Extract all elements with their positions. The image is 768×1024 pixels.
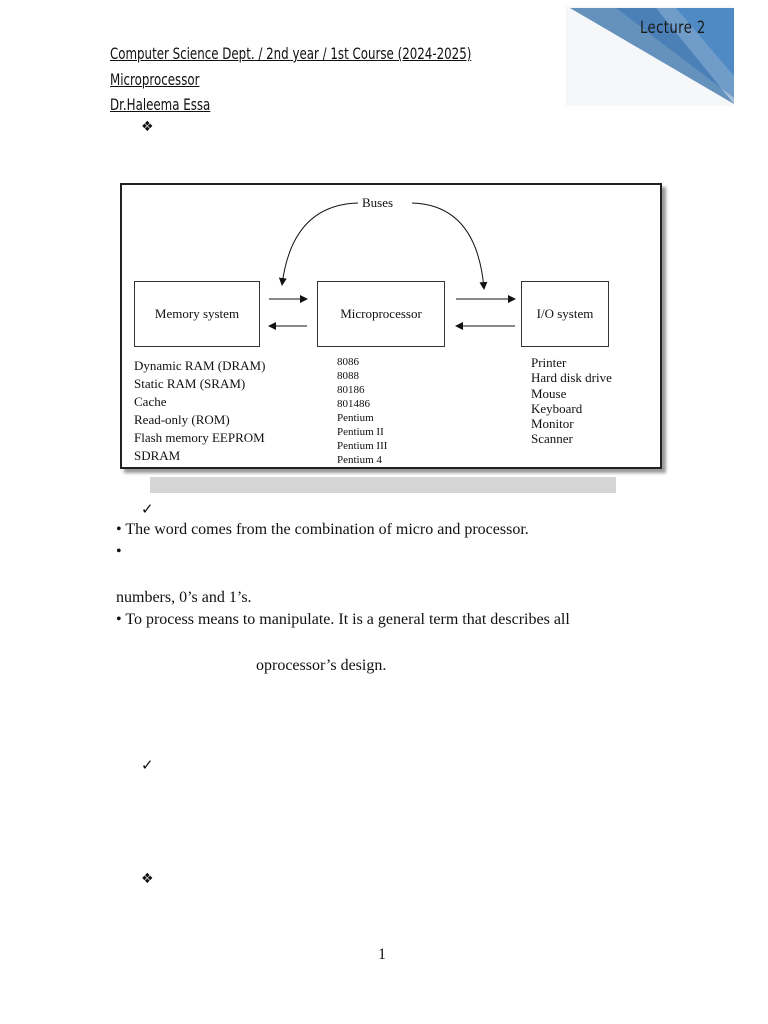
cpu-item: 801486	[337, 398, 370, 410]
cpu-item: 8086	[337, 356, 359, 368]
microcomputer-block-diagram	[120, 183, 662, 469]
author-name: Dr.Haleema Essa	[110, 95, 211, 114]
cpu-list	[337, 355, 387, 467]
io-list	[531, 355, 612, 447]
memory-item: SDRAM	[134, 448, 181, 463]
check-bullet-icon: ✓	[141, 500, 154, 518]
io-item: Mouse	[531, 385, 567, 401]
memory-item: Static RAM (SRAM)	[134, 376, 246, 391]
check-bullet-icon: ✓	[141, 756, 154, 774]
memory-system-box: Memory system	[134, 281, 260, 347]
body-line: oprocessor’s design.	[256, 657, 387, 674]
cpu-item: 80186	[337, 384, 365, 396]
course-header: Computer Science Dept. / 2nd year / 1st Course (2024-2025)	[110, 44, 472, 63]
io-system-box: I/O system	[521, 281, 609, 347]
microprocessor-box: Microprocessor	[317, 281, 445, 347]
diamond-bullet-icon: ❖	[141, 871, 154, 887]
memory-item: Cache	[134, 394, 167, 409]
body-line: • The word comes from the combination of micro and processor.	[116, 521, 529, 538]
body-line: • To process means to manipulate. It is a general term that describes all	[116, 611, 570, 628]
io-item: Keyboard	[531, 400, 583, 416]
cpu-item: Pentium 4	[337, 454, 382, 466]
body-line: •	[116, 543, 122, 560]
buses-label: Buses	[358, 195, 397, 211]
memory-item: Read-only (ROM)	[134, 412, 230, 427]
lecture-label: Lecture 2	[640, 18, 706, 38]
caption-placeholder-bar	[150, 477, 616, 493]
cpu-item: Pentium III	[337, 440, 388, 452]
io-item: Printer	[531, 355, 567, 370]
subject-title: Microprocessor	[110, 70, 200, 89]
diamond-bullet-icon: ❖	[141, 119, 154, 135]
memory-item: Dynamic RAM (DRAM)	[134, 358, 266, 373]
io-item: Monitor	[531, 416, 574, 432]
io-item: Hard disk drive	[531, 370, 612, 386]
memory-list	[134, 357, 265, 465]
cpu-item: Pentium	[337, 412, 374, 424]
cpu-item: 8088	[337, 370, 359, 382]
cpu-item: Pentium II	[337, 426, 384, 438]
memory-item: Flash memory EEPROM	[134, 430, 265, 445]
io-item: Scanner	[531, 431, 573, 447]
page-number: 1	[378, 946, 386, 963]
body-line: numbers, 0’s and 1’s.	[116, 589, 252, 606]
